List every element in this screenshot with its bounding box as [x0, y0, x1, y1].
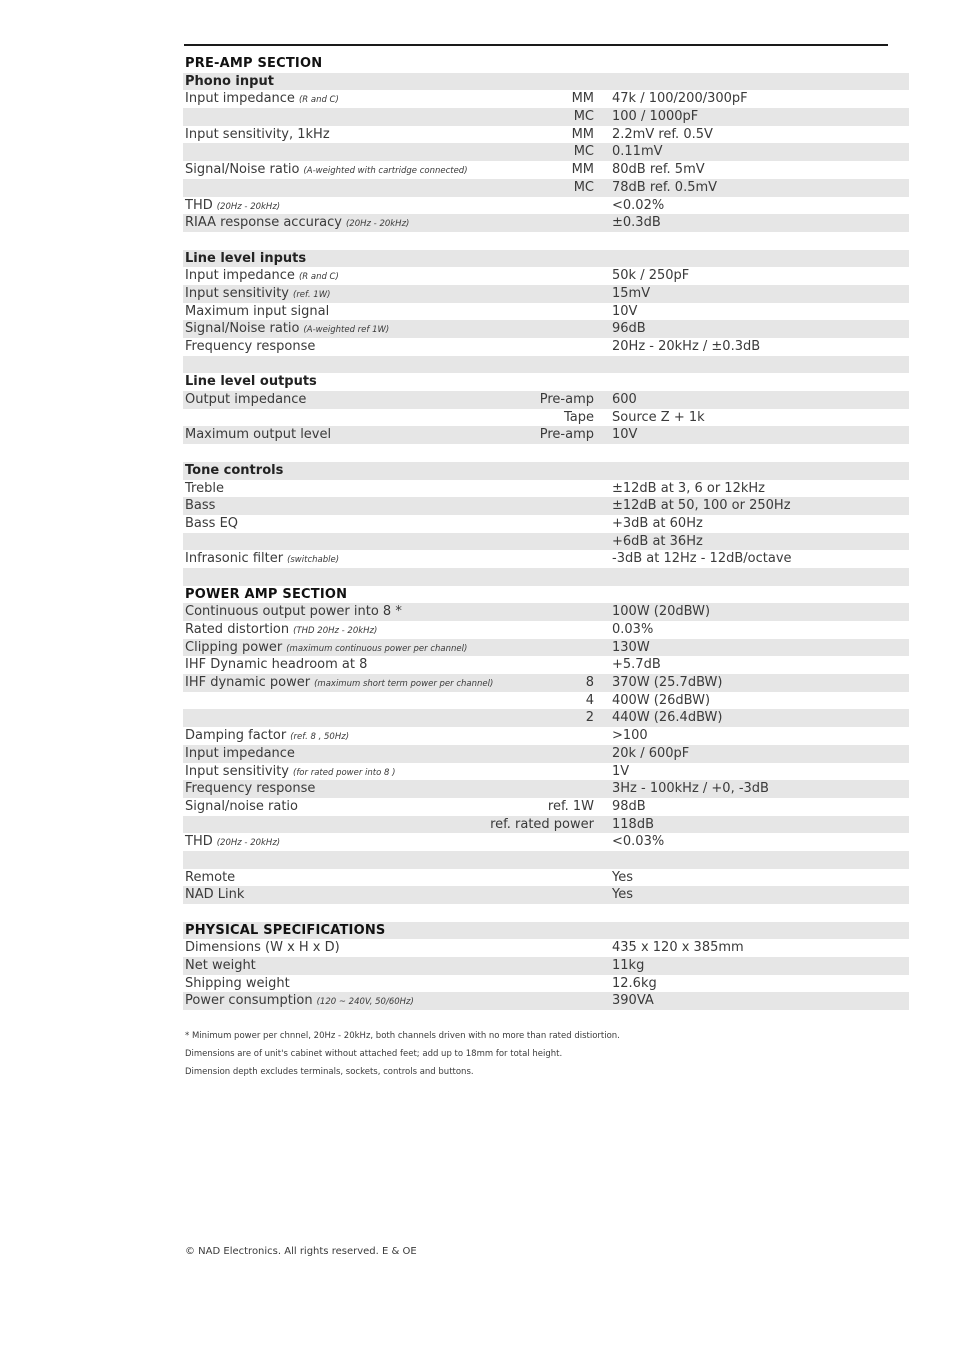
spec-label-text: Power consumption: [185, 993, 313, 1009]
spec-value: 0.11mV: [612, 144, 663, 160]
spec-value: 100W (20dBW): [612, 604, 711, 620]
spec-value: 11kg: [612, 958, 645, 974]
spec-label-text: NAD Link: [185, 887, 245, 903]
spec-condition-note: (ref. 1W): [293, 289, 331, 300]
footnote: * Minimum power per chnnel, 20Hz - 20kHz, both channels driven with no more than rated distiortion.: [185, 1031, 620, 1041]
spec-label-text: POWER AMP SECTION: [185, 586, 348, 602]
spec-value: 47k / 100/200/300pF: [612, 91, 748, 107]
spec-label-text: Shipping weight: [185, 975, 290, 991]
spec-row: [183, 320, 909, 338]
spec-value: Yes: [612, 887, 633, 903]
spec-label-text: RIAA response accuracy: [185, 215, 342, 231]
spec-value: 600: [612, 392, 637, 408]
spec-row: [183, 621, 909, 639]
spec-value: >100: [612, 728, 648, 744]
spec-label-text: Maximum output level: [185, 427, 332, 443]
spec-label-text: IHF dynamic power: [185, 675, 311, 691]
spec-label-text: Maximum input signal: [185, 303, 330, 319]
spec-row: [183, 143, 909, 161]
spec-row: [183, 214, 909, 232]
section-heading: [183, 55, 909, 73]
spec-value: 435 x 120 x 385mm: [612, 940, 744, 956]
spec-value: -3dB at 12Hz - 12dB/octave: [612, 551, 792, 567]
spec-condition-note: (R and C): [298, 95, 339, 106]
spacer-row: [183, 568, 909, 586]
spec-value: 12.6kg: [612, 975, 657, 991]
spec-row: [183, 480, 909, 498]
spec-sublabel: 2: [585, 710, 594, 726]
spec-row: [183, 709, 909, 727]
spec-sublabel: MM: [571, 126, 594, 142]
group-heading: [183, 462, 909, 480]
spec-condition-note: (maximum continuous power per channel): [286, 643, 468, 654]
spec-row: [183, 338, 909, 356]
spec-row: [183, 161, 909, 179]
spec-label-text: Signal/Noise ratio: [185, 162, 300, 178]
spec-row: [183, 391, 909, 409]
spec-condition-note: (switchable): [287, 555, 340, 566]
spec-value: 370W (25.7dBW): [612, 675, 723, 691]
spacer-row: [183, 232, 909, 250]
spec-value: 400W (26dBW): [612, 692, 711, 708]
spec-value: 0.03%: [612, 622, 654, 637]
spec-value: 440W (26.4dBW): [612, 710, 723, 726]
spec-row: [183, 816, 909, 834]
spec-sublabel: Pre-amp: [539, 427, 594, 443]
spec-value: 78dB ref. 0.5mV: [612, 179, 718, 195]
spec-row: [183, 656, 909, 674]
spacer-row: [183, 444, 909, 462]
spec-label-text: THD: [185, 197, 213, 213]
footnote: Dimension depth excludes terminals, sockets, controls and buttons.: [185, 1067, 474, 1077]
spec-label-text: Line level outputs: [185, 374, 317, 390]
group-heading: [183, 250, 909, 268]
spec-row: [183, 603, 909, 621]
spec-row: [183, 763, 909, 781]
spec-row: [183, 869, 909, 887]
spec-value: 98dB: [612, 798, 646, 814]
spec-row: [183, 674, 909, 692]
spec-label-text: Net weight: [185, 958, 256, 974]
section-heading: [183, 586, 909, 604]
spec-label-text: Tone controls: [185, 462, 284, 478]
spec-value: +3dB at 60Hz: [612, 515, 703, 531]
spec-value: <0.02%: [612, 197, 665, 213]
spec-value: 2.2mV ref. 0.5V: [612, 126, 713, 142]
spec-value: 3Hz - 100kHz / +0, -3dB: [612, 781, 769, 797]
spec-row: [183, 745, 909, 763]
spec-sublabel: 4: [585, 692, 594, 708]
spec-value: ±12dB at 50, 100 or 250Hz: [612, 498, 791, 514]
spec-label-text: Rated distortion: [185, 622, 290, 637]
spec-row: [183, 639, 909, 657]
spec-row: [183, 515, 909, 533]
spec-label-text: Signal/noise ratio: [185, 798, 298, 814]
spec-value: 50k / 250pF: [612, 268, 690, 284]
spec-row: [183, 939, 909, 957]
spec-label-text: Frequency response: [185, 781, 316, 797]
copyright: © NAD Electronics. All rights reserved. E & OE: [185, 1246, 417, 1257]
spec-sublabel: ref. 1W: [547, 798, 594, 814]
spec-label-text: Damping factor: [185, 728, 287, 744]
spec-value: ±0.3dB: [612, 215, 661, 231]
spec-condition-note: (ref. 8 , 50Hz): [290, 732, 350, 743]
spec-row: [183, 267, 909, 285]
spec-row: [183, 957, 909, 975]
spec-label-text: Dimensions (W x H x D): [185, 940, 340, 956]
spec-row: [183, 780, 909, 798]
footnotes: [185, 1027, 620, 1081]
footnote: Dimensions are of unit's cabinet without attached feet; add up to 18mm for total height.: [185, 1049, 563, 1059]
spec-condition-note: (for rated power into 8 ): [293, 767, 396, 778]
spec-value: Source Z + 1k: [612, 409, 705, 425]
spec-sublabel: Pre-amp: [539, 392, 594, 408]
spacer-row: [183, 356, 909, 374]
spec-label-text: Frequency response: [185, 339, 316, 354]
spec-label-text: Remote: [185, 869, 236, 885]
spec-row: [183, 426, 909, 444]
spec-row: [183, 975, 909, 993]
spec-label-text: Infrasonic filter: [185, 551, 284, 567]
spec-row: [183, 727, 909, 745]
spec-value: 96dB: [612, 321, 646, 337]
spec-label-text: Treble: [185, 480, 224, 496]
spec-row: [183, 90, 909, 108]
spec-label-text: Input sensitivity: [185, 285, 289, 301]
spec-label-text: PRE-AMP SECTION: [185, 56, 323, 71]
spec-sublabel: ref. rated power: [490, 816, 594, 832]
spec-label-text: Input impedance: [185, 745, 295, 761]
spec-label-text: Output impedance: [185, 392, 307, 408]
spec-sublabel: MM: [571, 91, 594, 107]
spec-label-text: Line level inputs: [185, 250, 307, 266]
spec-sublabel: MC: [573, 179, 594, 195]
spec-sublabel: MC: [573, 109, 594, 125]
spec-label: [185, 992, 414, 1012]
spec-row: [183, 886, 909, 904]
spec-row: [183, 497, 909, 515]
spec-condition-note: (120 ~ 240V, 50/60Hz): [316, 997, 414, 1008]
spec-row: [183, 533, 909, 551]
spec-label-text: IHF Dynamic headroom at 8: [185, 657, 368, 673]
spec-sublabel: MC: [573, 144, 594, 160]
spec-label-text: Input impedance: [185, 268, 295, 284]
spacer-row: [183, 904, 909, 922]
spec-label-text: THD: [185, 834, 213, 850]
spec-condition-note: (A-weighted with cartridge connected): [303, 166, 468, 177]
spec-value: ±12dB at 3, 6 or 12kHz: [612, 480, 765, 496]
spec-value: <0.03%: [612, 834, 665, 850]
spec-value: 20k / 600pF: [612, 745, 690, 761]
spec-value: 10V: [612, 303, 638, 319]
spec-row: [183, 798, 909, 816]
spec-sublabel: MM: [571, 162, 594, 178]
spec-value: 100 / 1000pF: [612, 109, 699, 125]
spec-row: [183, 833, 909, 851]
spec-row: [183, 179, 909, 197]
spec-row: [183, 303, 909, 321]
spec-value: 15mV: [612, 285, 651, 301]
spec-value: +5.7dB: [612, 657, 661, 673]
spacer-row: [183, 851, 909, 869]
spec-label-text: Input sensitivity, 1kHz: [185, 126, 330, 142]
spec-label-text: Input sensitivity: [185, 763, 289, 779]
spec-condition-note: (20Hz - 20kHz): [345, 219, 410, 230]
group-heading: [183, 373, 909, 391]
spec-row: [183, 197, 909, 215]
spec-label-text: Continuous output power into 8 *: [185, 604, 402, 620]
spec-value: 80dB ref. 5mV: [612, 162, 705, 178]
spec-sublabel: 8: [585, 675, 594, 691]
spec-value: 20Hz - 20kHz / ±0.3dB: [612, 339, 761, 354]
spec-condition-note: (A-weighted ref 1W): [303, 325, 390, 336]
top-rule: [184, 44, 888, 46]
spec-row: [183, 550, 909, 568]
spec-value: 118dB: [612, 816, 654, 832]
spec-row: [183, 409, 909, 427]
spec-row: [183, 692, 909, 710]
spec-condition-note: (20Hz - 20kHz): [216, 201, 281, 212]
group-heading: [183, 73, 909, 91]
spec-label-text: PHYSICAL SPECIFICATIONS: [185, 922, 386, 938]
spec-label-text: Bass: [185, 498, 216, 514]
spec-value: 1V: [612, 763, 630, 779]
spec-label-text: Bass EQ: [185, 515, 239, 531]
section-heading: [183, 922, 909, 940]
spec-label-text: Input impedance: [185, 91, 295, 107]
spec-condition-note: (maximum short term power per channel): [314, 679, 494, 690]
spec-value: +6dB at 36Hz: [612, 533, 703, 549]
spec-value: 390VA: [612, 993, 654, 1009]
spec-table: [183, 55, 909, 1010]
spec-value: 130W: [612, 639, 650, 655]
spec-value: Yes: [612, 869, 633, 885]
spec-label-text: Phono input: [185, 73, 274, 89]
spec-value: 10V: [612, 427, 638, 443]
spec-row: [183, 285, 909, 303]
spec-condition-note: (20Hz - 20kHz): [216, 838, 281, 849]
spec-label-text: Clipping power: [185, 639, 283, 655]
spec-condition-note: (R and C): [298, 272, 339, 283]
spec-sublabel: Tape: [563, 409, 594, 425]
spec-row: [183, 108, 909, 126]
spec-condition-note: (THD 20Hz - 20kHz): [293, 626, 378, 636]
spec-label-text: Signal/Noise ratio: [185, 321, 300, 337]
spec-row: [183, 992, 909, 1010]
spec-row: [183, 126, 909, 144]
